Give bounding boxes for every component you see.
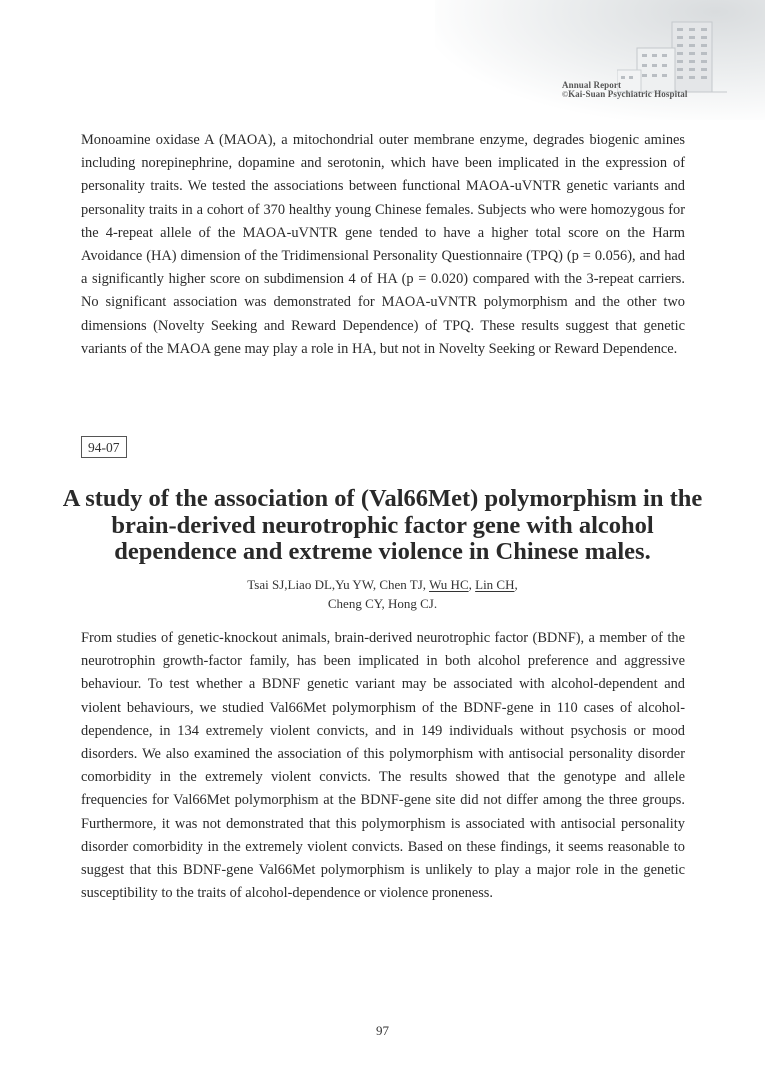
article-code-box: 94-07 xyxy=(81,436,127,458)
author-group-1: Tsai SJ,Liao DL,Yu YW, Chen TJ, xyxy=(247,577,427,592)
author-separator: , xyxy=(468,577,472,592)
author-group-2: Cheng CY, Hong CJ. xyxy=(327,596,438,611)
page-number: 97 xyxy=(376,1023,389,1038)
abstract-paragraph-maoa: Monoamine oxidase A (MAOA), a mitochondrial outer membrane enzyme, degrades biogenic amines including norepinephrine, dopamine and serotonin, which have been implicated in the expression of personality traits. We tested the associations between functional MAOA-uVNTR genetic variants and personality traits in a cohort of 370 healthy young Chinese females. Subjects who were homozygous for the 4-repeat allele of the MAOA-uVNTR gene tended to have a higher total score on the Harm Avoidance (HA) dimension of the Tridimensional Personality Questionnaire (TPQ) (p = 0.056), and had a significantly higher score on subdimension 4 of HA (p = 0.020) compared with the 3-repeat carriers. No significant association was demonstrated for MAOA-uVNTR polymorphism and the other two dimensions (Novelty Seeking and Reward Dependence) of TPQ. These results suggest that genetic variants of the MAOA gene may play a role in HA, but not in Novelty Seeking or Reward Dependence. xyxy=(81,132,685,357)
author-lin-ch: Lin CH xyxy=(475,577,515,592)
copyright-symbol: © xyxy=(562,90,569,99)
author-separator-end: , xyxy=(514,577,518,592)
author-wu-hc: Wu HC xyxy=(429,577,469,592)
annual-report-label: Annual Report xyxy=(562,80,622,90)
hospital-name: Kai-Suan Psychiatric Hospital xyxy=(568,89,688,99)
hospital-building-illustration xyxy=(617,18,727,100)
abstract-paragraph-bdnf: From studies of genetic-knockout animals, brain-derived neurotrophic factor (BDNF), a member of the neurotrophin growth-factor family, has been implicated in both alcohol preference and aggressive behaviour. To test whether a BDNF genetic variant may be associated with alcohol-dependent and violent behaviours, we studied Val66Met polymorphism of the BDNF-gene in 110 cases of alcohol-dependence, in 134 extremely violent convicts, and in 149 individuals without psychosis or mood disorders. We also examined the association of this polymorphism with antisocial personality disorder comorbidity in the extremely violent convicts. The results showed that the genotype and allele frequencies for Val66Met polymorphism at the BDNF-gene site did not differ among the three groups. Furthermore, it was not demonstrated that this polymorphism is associated with antisocial personality disorder comorbidity in the extremely violent convicts. Based on these findings, it seems reasonable to suggest that this BDNF-gene Val66Met polymorphism is unlikely to play a major role in the genetic susceptibility to the traits of alcohol-dependence or violence proneness. xyxy=(81,630,685,902)
article-title: A study of the association of (Val66Met) polymorphism in the brain-derived neurotrophic factor gene with alcohol dependence and extreme violence in Chinese males. xyxy=(62,485,703,565)
author-list xyxy=(60,575,705,613)
hospital-name-label xyxy=(562,89,688,99)
